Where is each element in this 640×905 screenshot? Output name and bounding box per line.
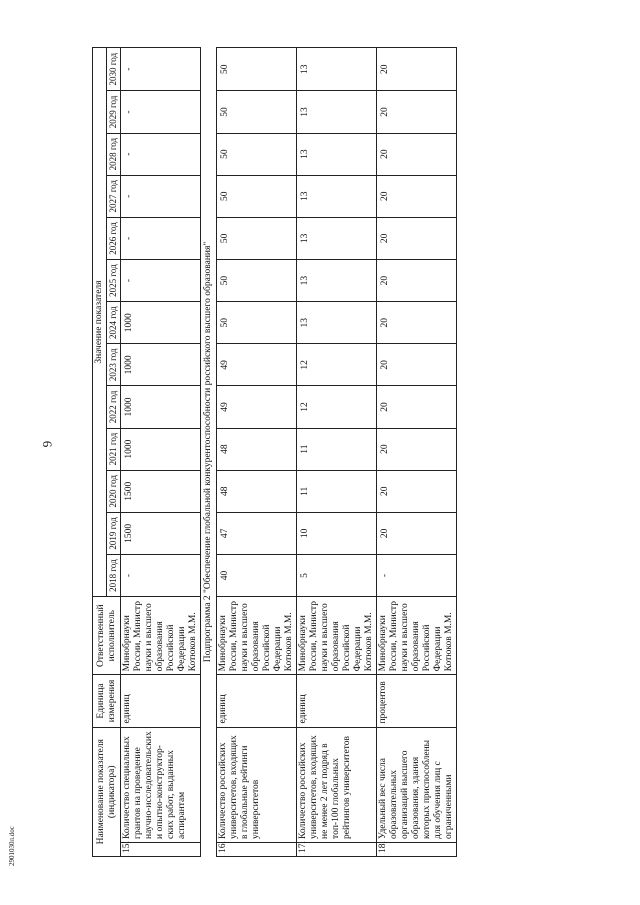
indicator-name: Удельный вес числа образовательных организаций высшего образования, здания которых приспособлены для обучения лиц с ограниченными [377,727,457,842]
year-value: 49 [217,386,297,428]
header-year: 2029 год [107,91,121,133]
header-year: 2023 год [107,344,121,386]
year-value: 40 [217,554,297,596]
year-value: 13 [297,259,377,301]
year-value: - [121,133,201,175]
year-value: 50 [217,48,297,91]
header-year: 2024 год [107,302,121,344]
table-header [93,48,121,857]
year-value: 50 [217,175,297,217]
year-value: 20 [377,344,457,386]
year-value: 20 [377,133,457,175]
year-value: 20 [377,512,457,554]
year-value: - [121,48,201,91]
year-value: 50 [217,217,297,259]
year-value: 50 [217,133,297,175]
indicators-table [92,47,457,857]
indicator-name: Количество специальных грантов на проведение научно-исследовательских и опытно-конструктор-ских работ, выданных аспирантам [121,727,201,842]
table-row [377,48,457,857]
unit: единиц [217,675,297,727]
table-row [121,48,201,857]
responsible: Минобрнауки России, Министр науки и высшего образования Российской Федерации Котюков М.М. [121,597,201,675]
footer-filename: 2901030л.doc [8,826,16,866]
header-year: 2022 год [107,386,121,428]
year-value: 13 [297,91,377,133]
header-value-group: Значение показателя [93,48,107,597]
year-value: - [121,175,201,217]
header-year: 2018 год [107,554,121,596]
year-value: 12 [297,386,377,428]
year-value: 10 [297,512,377,554]
unit: единиц [297,675,377,727]
year-value: - [121,217,201,259]
year-value: 48 [217,470,297,512]
table-row [217,48,297,857]
table-row [297,48,377,857]
responsible: Минобрнауки России, Министр науки и высшего образования Российской Федерации Котюков М.М. [217,597,297,675]
header-year: 2027 год [107,175,121,217]
subprogram-title: Подпрограмма 2 "Обеспечение глобальной конкурентоспособности российского высшего образования" [201,48,217,857]
year-value: - [377,554,457,596]
year-value: 1000 [121,428,201,470]
unit: единиц [121,675,201,727]
year-value: 20 [377,259,457,301]
header-responsible: Ответственный исполнитель [93,597,121,675]
header-year: 2028 год [107,133,121,175]
year-value: 5 [297,554,377,596]
year-value: 13 [297,217,377,259]
year-value: 47 [217,512,297,554]
responsible: Минобрнауки России, Министр науки и высшего образования Российской Федерации Котюков М.М. [377,597,457,675]
indicator-name: Количество российских университетов, входящих не менее 2 лет подряд в топ-100 глобальных рейтингов университетов [297,727,377,842]
row-number: 15. [121,842,201,856]
year-value: 12 [297,344,377,386]
table-body [121,48,457,857]
year-value: 49 [217,344,297,386]
header-year: 2030 год [107,48,121,91]
year-value: 20 [377,386,457,428]
year-value: 20 [377,217,457,259]
year-value: - [121,259,201,301]
subprogram-row [201,48,217,857]
year-value: 11 [297,470,377,512]
unit: процентов [377,675,457,727]
year-value: 20 [377,91,457,133]
row-number: 17. [297,842,377,856]
year-value: 1500 [121,470,201,512]
year-value: 13 [297,133,377,175]
indicator-name: Количество российских университетов, входящих в глобальные рейтинги университетов [217,727,297,842]
year-value: 20 [377,302,457,344]
year-value: 50 [217,302,297,344]
year-value: 13 [297,302,377,344]
year-value: 13 [297,175,377,217]
year-value: 48 [217,428,297,470]
year-value: 1000 [121,386,201,428]
header-year: 2021 год [107,428,121,470]
rotated-table-wrapper [92,47,612,857]
year-value: 1000 [121,344,201,386]
year-value: 11 [297,428,377,470]
row-number: 18. [377,842,457,856]
year-value: 20 [377,175,457,217]
year-value: 1000 [121,302,201,344]
page-number: 6 [40,440,55,448]
year-value: 1500 [121,512,201,554]
year-value: 13 [297,48,377,91]
year-value: 50 [217,259,297,301]
year-value: 20 [377,470,457,512]
header-unit: Единица измерения [93,675,121,727]
year-value: - [121,554,201,596]
responsible: Минобрнауки России, Министр науки и высшего образования Российской Федерации Котюков М.М. [297,597,377,675]
year-value: 20 [377,428,457,470]
header-year: 2019 год [107,512,121,554]
header-year: 2020 год [107,470,121,512]
year-value: 20 [377,48,457,91]
year-value: 50 [217,91,297,133]
year-value: - [121,91,201,133]
header-year: 2026 год [107,217,121,259]
row-number: 16. [217,842,297,856]
header-year: 2025 год [107,259,121,301]
header-name: Наименование показателя (индикатора) [93,727,121,856]
